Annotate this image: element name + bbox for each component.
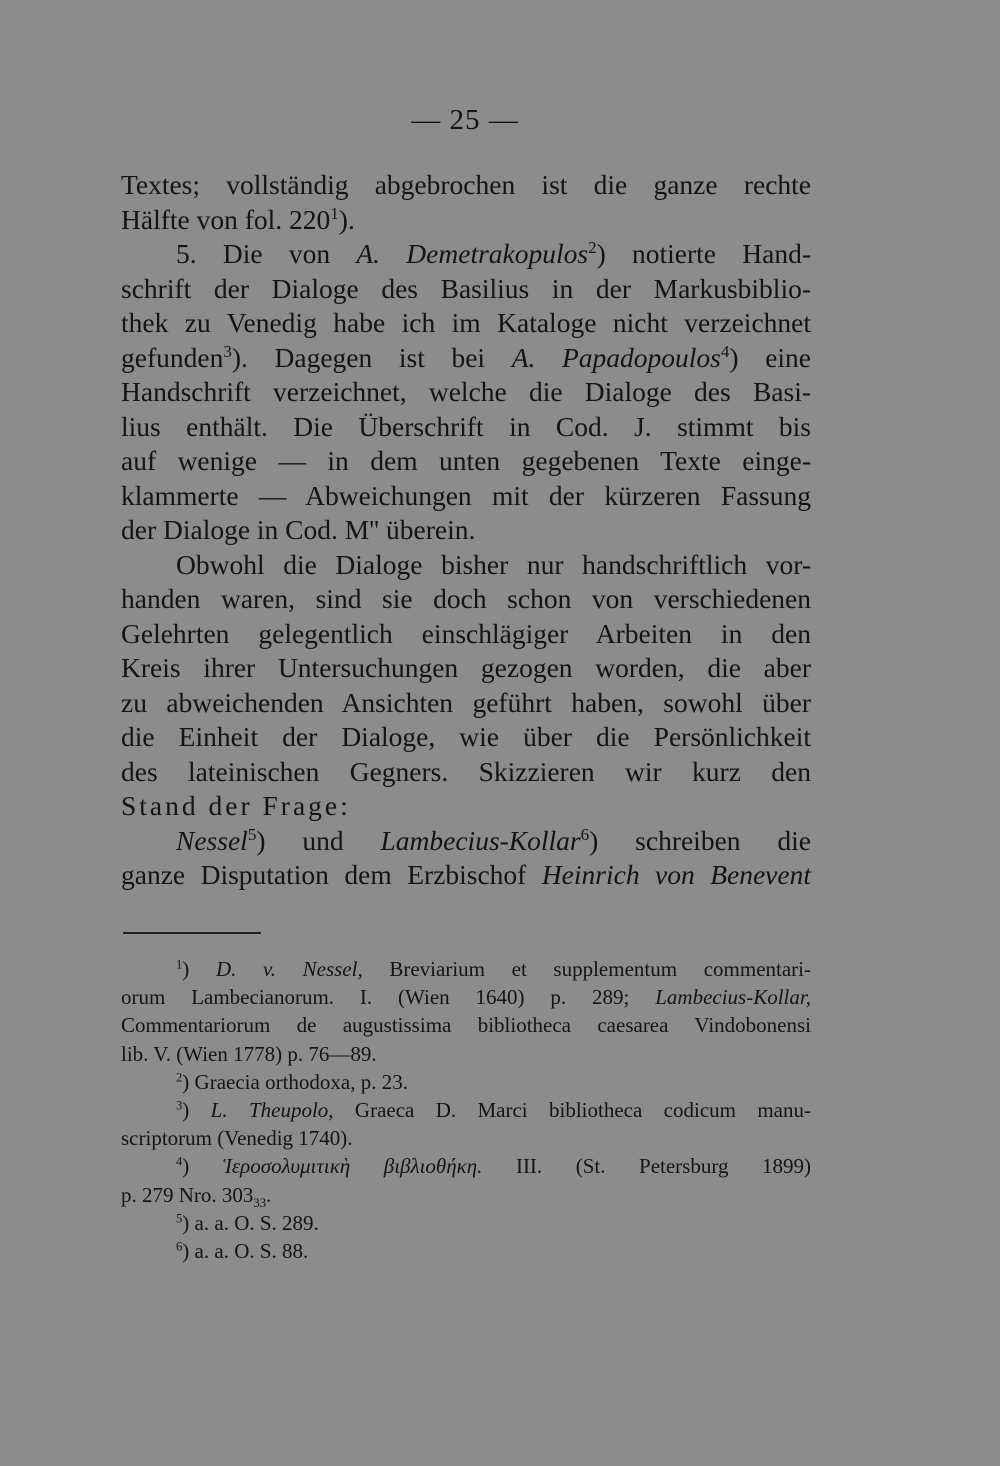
- footnote-mark: 3: [176, 1098, 183, 1113]
- author-name: Lambecius-Kollar: [380, 824, 581, 856]
- footnote-ref: 3: [223, 341, 232, 361]
- footnote-ref: 1: [330, 203, 339, 223]
- text-line: gefunden$^3$). Dagegen ist bei A. Papadopoulos$^4$) eine: [121, 341, 811, 373]
- text-line: des lateinischen Gegners. Skizzieren wir kurz den: [121, 755, 811, 787]
- text-line: der Dialoge in Cod. M'' überein.: [121, 514, 476, 545]
- footnote-line: orum Lambecianorum. I. (Wien 1640) p. 289; Lambecius-Kollar,: [121, 985, 811, 1010]
- footnote-line: Commentariorum de augustissima bibliotheca caesarea Vindobonensi: [121, 1013, 811, 1038]
- footnote-line: $^1$) D. v. Nessel, Breviarium et supplementum commentari-: [176, 957, 811, 981]
- page-number: — 25 —: [411, 104, 519, 136]
- footnote-mark: 6: [176, 1239, 183, 1254]
- author-name: A. Papadopoulos: [511, 341, 721, 373]
- footnote-mark: 1: [176, 957, 183, 972]
- footnote-line: scriptorum (Venedig 1740).: [121, 1126, 353, 1151]
- text-line: Kreis ihrer Untersuchungen gezogen worden, die aber: [121, 652, 811, 683]
- text-line: Gelehrten gelegentlich einschlägiger Arbeiten in den: [121, 617, 811, 649]
- text-line: lius enthält. Die Überschrift in Cod. J. stimmt bis: [121, 410, 811, 442]
- footnote-mark: 5: [176, 1211, 183, 1226]
- text-line: Obwohl die Dialoge bisher nur handschriftlich vor-: [176, 548, 811, 580]
- footnote-ref: 4: [720, 341, 730, 361]
- footnote-line: p. 279 Nro. $303_{33}$.: [121, 1182, 272, 1210]
- footnotes: [121, 955, 811, 1265]
- footnote-line: $^5$) a. a. O. S. 289.: [176, 1210, 319, 1235]
- text-line: schrift der Dialoge des Basilius in der Markusbiblio-: [121, 272, 811, 304]
- footnote-ref: 5: [247, 824, 257, 844]
- footnote-line: $^2$) Graecia orthodoxa, p. 23.: [176, 1069, 408, 1094]
- text-line: klammerte — Abweichungen mit der kürzeren Fassung: [121, 479, 811, 511]
- text-line: die Einheit der Dialoge, wie über die Persönlichkeit: [121, 721, 811, 752]
- text-line: Nessel$^5$) und Lambecius-Kollar$^6$) schreiben die: [176, 824, 811, 856]
- footnote-line: lib. V. (Wien 1778) p. 76—89.: [121, 1041, 377, 1066]
- author-name: Heinrich von Benevent: [541, 859, 811, 890]
- text-line: auf wenige — in dem unten gegebenen Texte einge-: [121, 445, 811, 476]
- text-line: 5. Die von A. Demetrakopulos$^2$) notierte Hand-: [176, 237, 812, 269]
- text-line: thek zu Venedig habe ich im Kataloge nicht verzeichnet: [121, 307, 811, 338]
- author-name: A. Demetrakopulos: [356, 238, 589, 269]
- text-line: Hälfte von fol. $220^1$).: [121, 203, 355, 235]
- text-line: handen waren, sind sie doch schon von verschiedenen: [121, 583, 811, 614]
- text-line: ganze Disputation dem Erzbischof Heinrich von Benevent: [121, 859, 811, 890]
- main-text: [121, 168, 811, 893]
- footnote-separator: [123, 932, 261, 934]
- author-name: Nessel: [176, 824, 248, 856]
- text-line: Stand der Frage:: [121, 790, 351, 821]
- footnote-line: $^4$) Ἱεροσολυμιτικὴ βιβλιοθήκη. III. (St. Petersburg 1899): [176, 1154, 811, 1179]
- footnote-line: $^3$) L. Theupolo, Graeca D. Marci bibliotheca codicum manu-: [176, 1097, 811, 1122]
- footnote-ref: 6: [580, 824, 590, 844]
- footnote-line: $^6$) a. a. O. S. 88.: [176, 1238, 309, 1263]
- footnote-ref: 2: [588, 237, 597, 257]
- text-line: Handschrift verzeichnet, welche die Dialoge des Basi-: [121, 376, 811, 407]
- footnote-mark: 4: [176, 1154, 183, 1169]
- footnote-mark: 2: [176, 1070, 183, 1085]
- text-line: zu abweichenden Ansichten geführt haben, sowohl über: [121, 686, 811, 718]
- text-line: Textes; vollständig abgebrochen ist die ganze rechte: [121, 169, 811, 200]
